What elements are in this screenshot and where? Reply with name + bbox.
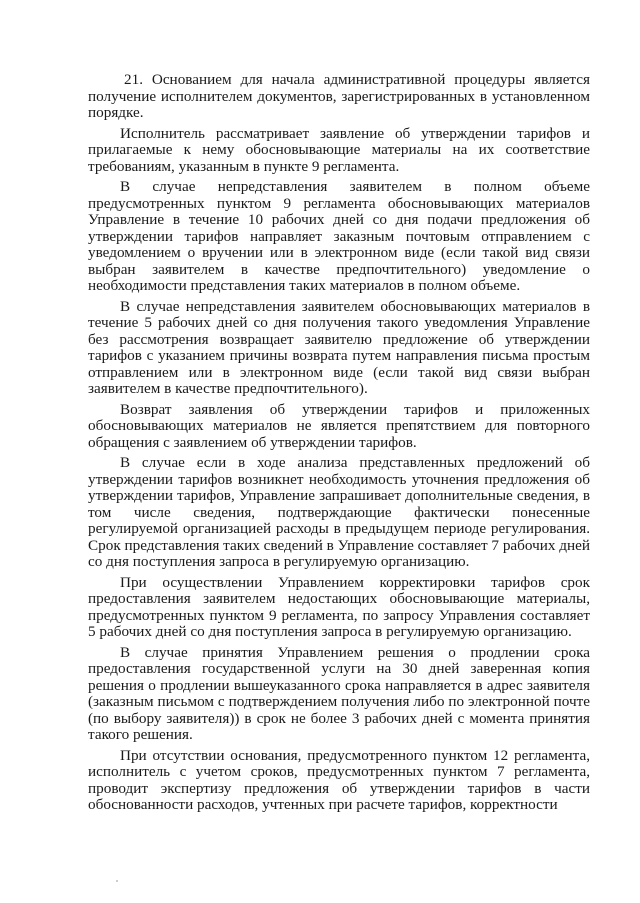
paragraph-21-basis: 21. Основанием для начала административной процедуры является получение исполнителем документов, зарегистрированных в установленном порядке.: [88, 71, 590, 121]
paragraph-review-application: Исполнитель рассматривает заявление об утверждении тарифов и прилагаемые к нему обосновывающие материалы на их соответствие требованиям, указанным в пункте 9 регламента.: [88, 124, 590, 175]
paragraph-expertise: При отсутствии основания, предусмотренного пунктом 12 регламента, исполнитель с учетом сроков, предусмотренных пунктом 7 регламента, проводит экспертизу предложения об утверждении тарифов в части обоснованности расходов, учтенных при расчете тарифов, корректности: [88, 746, 590, 813]
document-body: [88, 72, 590, 818]
paragraph-tariff-adjustment: При осуществлении Управлением корректировки тарифов срок предоставления заявителем недостающих обосновывающие материалы, предусмотренных пунктом 9 регламента, по запросу Управления составляет 5 рабочих дней со дня поступления запроса в регулируемую организацию.: [88, 573, 590, 640]
paragraph-return-without-review: В случае непредставления заявителем обосновывающих материалов в течение 5 рабочих дней со дня получения такого уведомления Управление без рассмотрения возвращает заявителю предложение об утверждении тарифов с указанием причины возврата путем направления письма простым отправлением или в электронном виде (если такой вид связи выбран заявителем в качестве предпочтительного).: [88, 297, 590, 397]
paragraph-return-no-obstacle: Возврат заявления об утверждении тарифов и приложенных обосновывающих материалов не является препятствием для повторного обращения с заявлением об утверждении тарифов.: [88, 400, 590, 451]
paragraph-term-extension: В случае принятия Управлением решения о продлении срока предоставления государственной услуги на 30 дней заверенная копия решения о продлении вышеуказанного срока направляется в адрес заявителя (заказным письмом с подтверждением получения либо по электронной почте (по выбору заявителя)) в срок не более 3 рабочих дней с момента принятия такого решения.: [88, 643, 590, 743]
paragraph-additional-information: В случае если в ходе анализа представленных предложений об утверждении тарифов возникнет необходимость уточнения предложения об утверждении тарифов, Управление запрашивает дополнительные сведения, в том числе сведения, подтверждающие фактически понесенные регулируемой организацией расходы в предыдущем периоде регулирования. Срок представления таких сведений в Управление составляет 7 рабочих дней со дня поступления запроса в регулируемую организацию.: [88, 454, 590, 570]
paragraph-missing-materials-notice: В случае непредставления заявителем в полном объеме предусмотренных пунктом 9 регламента обосновывающих материалов Управление в течение 10 рабочих дней со дня подачи предложения об утверждении тарифов направляет заказным почтовым отправлением с уведомлением о вручении или в электронном виде (если такой вид связи выбран заявителем в качестве предпочтительного) уведомление о необходимости представления таких материалов в полном объеме.: [88, 178, 590, 294]
scan-speck: [116, 880, 118, 882]
